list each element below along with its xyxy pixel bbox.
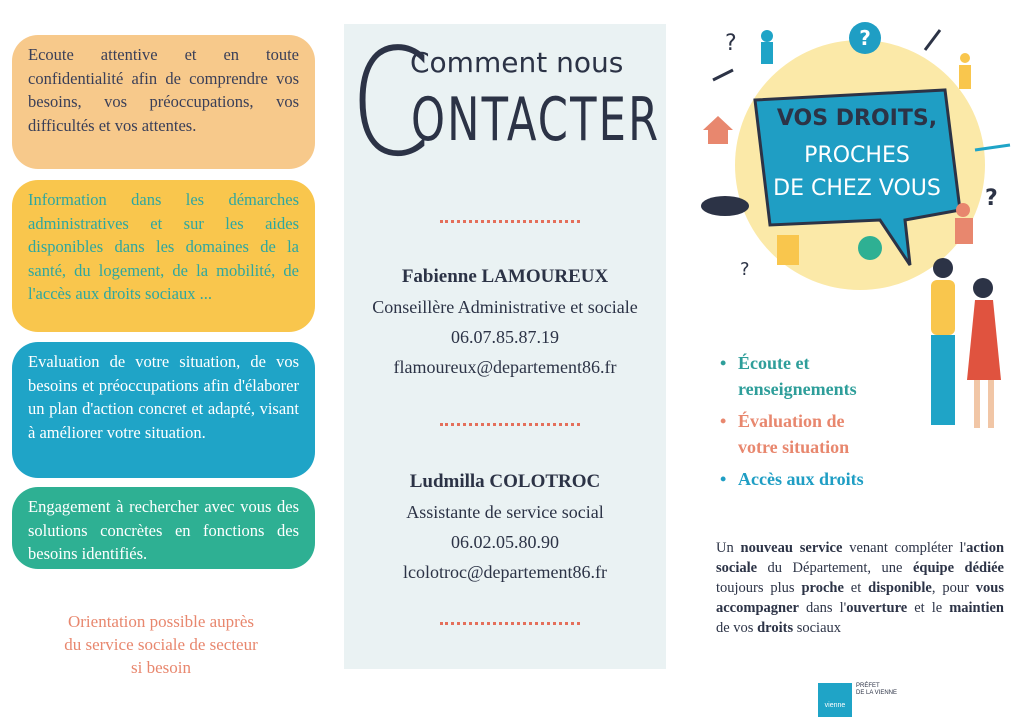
- person-icon: [959, 65, 971, 89]
- card-text: Evaluation de votre situation, de vos besoins et préoccupations afin d'élaborer un plan d'action concret et adapté, visant à améliorer votre situation.: [28, 352, 299, 442]
- dotted-divider: [440, 622, 580, 625]
- elderly-people-icon: [761, 30, 773, 42]
- man-head: [933, 258, 953, 278]
- info-card-information: [12, 180, 315, 332]
- title-big-letter: C: [350, 17, 431, 189]
- card-text: Engagement à rechercher avec vous des solutions concrètes en fonctions des besoins identifiés.: [28, 497, 299, 563]
- orientation-line: Orientation possible auprès: [67, 612, 254, 631]
- info-card-evaluation: [12, 342, 315, 478]
- decor-line: [925, 30, 940, 50]
- woman-head: [973, 278, 993, 298]
- contact-role: Assistante de service social: [406, 502, 604, 522]
- man-shirt: [931, 280, 955, 335]
- dotted-divider: [440, 423, 580, 426]
- house-icon: [703, 116, 733, 144]
- family-icon: [956, 203, 970, 217]
- question-mark-icon: ?: [985, 186, 998, 211]
- prefet-logo-line: PRÉFET: [856, 683, 880, 689]
- decor-line: [713, 70, 733, 80]
- question-mark-icon: ?: [859, 26, 871, 50]
- contact-email[interactable]: lcolotroc@departement86.fr: [403, 562, 607, 582]
- vienne-logo: vienne: [818, 683, 852, 717]
- person-icon: [955, 218, 973, 244]
- bubble-title: VOS DROITS,: [776, 106, 938, 131]
- info-card-engagement: [12, 487, 315, 569]
- card-text: Information dans les démarches administratives et sur les aides disponibles dans les domaines de la santé, du logement, de la mobilité, de l'accès aux droits sociaux ...: [28, 190, 299, 303]
- service-description: Un nouveau service venant compléter l'action sociale du Département, une équipe dédiée toujours plus proche et disponible, pour vous accompagner dans l'ouverture et le maintien de vos droits sociaux: [716, 540, 1005, 636]
- prefet-logo: [856, 683, 897, 697]
- info-card-listening: [12, 35, 315, 169]
- contact-card-2: [344, 467, 666, 587]
- question-mark-icon: ?: [725, 31, 737, 56]
- bullet-item: • Évaluation de votre situation: [720, 408, 888, 460]
- contact-phone[interactable]: 06.02.05.80.90: [451, 532, 559, 552]
- contact-role: Conseillère Administrative et sociale: [372, 297, 638, 317]
- contact-email[interactable]: flamoureux@departement86.fr: [393, 357, 617, 377]
- dotted-divider: [440, 220, 580, 223]
- person-icon: [761, 42, 773, 64]
- contact-name: Fabienne LAMOUREUX: [401, 266, 609, 287]
- contact-name: Ludmilla COLOTROC: [409, 471, 601, 492]
- orientation-line: si besoin: [131, 658, 191, 677]
- bubble-line2: PROCHES: [804, 143, 910, 168]
- contact-phone[interactable]: 06.07.85.87.19: [451, 327, 559, 347]
- prefet-logo-line: DE LA VIENNE: [856, 690, 898, 696]
- support-headset-icon: [858, 236, 882, 260]
- parent-stroller-icon: [960, 53, 970, 63]
- bullet-item: • Accès aux droits: [720, 466, 990, 492]
- bubble-line3: DE CHEZ VOUS: [773, 176, 941, 201]
- question-mark-icon: ?: [740, 259, 750, 280]
- services-list: [720, 350, 990, 498]
- orientation-note: [30, 610, 292, 679]
- handshake-icon: [701, 196, 749, 216]
- title-rest: ONTACTER: [411, 85, 661, 155]
- title-line1: Comment nous: [410, 46, 624, 79]
- orientation-line: du service sociale de secteur: [64, 635, 258, 654]
- card-text: Ecoute attentive et en toute confidentialité afin de comprendre vos besoins, vos préoccupations, vos difficultés et vos attentes.: [28, 45, 299, 135]
- bullet-item: • Écoute et renseignements: [720, 350, 898, 402]
- contact-card-1: [344, 262, 666, 382]
- document-icon: [777, 235, 799, 265]
